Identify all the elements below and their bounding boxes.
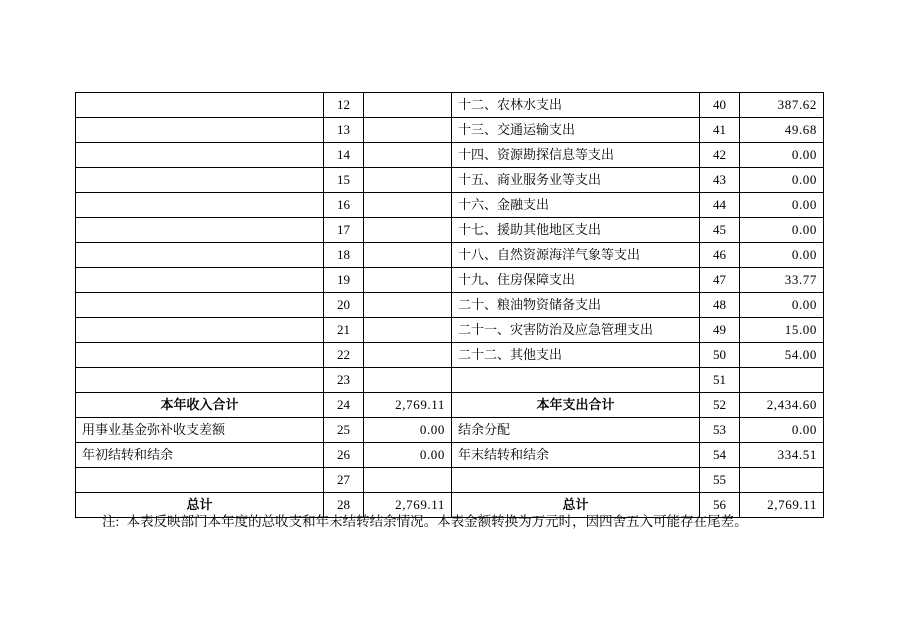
left-no-cell: 17: [324, 218, 364, 243]
left-amount-cell: [364, 193, 452, 218]
table-row: [76, 343, 824, 368]
budget-table-body: [76, 93, 824, 518]
right-amount-cell: [740, 368, 824, 393]
left-item-cell: [76, 93, 324, 118]
left-amount-cell: 0.00: [364, 443, 452, 468]
left-no-cell: 23: [324, 368, 364, 393]
right-amount-cell: 33.77: [740, 268, 824, 293]
left-amount-cell: [364, 368, 452, 393]
table-row: [76, 318, 824, 343]
left-amount-cell: [364, 168, 452, 193]
left-no-cell: 14: [324, 143, 364, 168]
right-amount-cell: 0.00: [740, 243, 824, 268]
right-item-cell: 年末结转和结余: [452, 443, 700, 468]
table-row: [76, 218, 824, 243]
right-no-cell: 45: [700, 218, 740, 243]
right-no-cell: 52: [700, 393, 740, 418]
table-row: [76, 243, 824, 268]
right-item-cell: 总计: [452, 493, 700, 518]
right-amount-cell: 0.00: [740, 193, 824, 218]
left-amount-cell: [364, 143, 452, 168]
right-item-cell: 十七、援助其他地区支出: [452, 218, 700, 243]
right-item-cell: 十四、资源勘探信息等支出: [452, 143, 700, 168]
table-row: [76, 418, 824, 443]
right-item-cell: 本年支出合计: [452, 393, 700, 418]
right-item-cell: 二十二、其他支出: [452, 343, 700, 368]
right-no-cell: 42: [700, 143, 740, 168]
left-no-cell: 26: [324, 443, 364, 468]
right-item-cell: 十三、交通运输支出: [452, 118, 700, 143]
note-text: 本表反映部门本年度的总收支和年末结转结余情况。本表金额转换为万元时，因四舍五入可能存在尾差。: [126, 514, 748, 529]
right-amount-cell: 54.00: [740, 343, 824, 368]
right-item-cell: 十八、自然资源海洋气象等支出: [452, 243, 700, 268]
left-no-cell: 19: [324, 268, 364, 293]
table-row: [76, 193, 824, 218]
left-no-cell: 18: [324, 243, 364, 268]
table-row-total-income: [76, 393, 824, 418]
left-item-cell: [76, 193, 324, 218]
note-label: 注:: [102, 514, 120, 529]
right-amount-cell: 49.68: [740, 118, 824, 143]
right-no-cell: 40: [700, 93, 740, 118]
table-note: [102, 512, 748, 532]
right-no-cell: 54: [700, 443, 740, 468]
left-item-cell: [76, 468, 324, 493]
right-no-cell: 51: [700, 368, 740, 393]
right-no-cell: 46: [700, 243, 740, 268]
left-item-cell: [76, 293, 324, 318]
right-amount-cell: 0.00: [740, 143, 824, 168]
left-item-cell: [76, 343, 324, 368]
right-item-cell: [452, 368, 700, 393]
right-item-cell: 二十、粮油物资储备支出: [452, 293, 700, 318]
left-amount-cell: [364, 343, 452, 368]
right-no-cell: 55: [700, 468, 740, 493]
budget-table-container: [75, 92, 823, 518]
left-item-cell: 用事业基金弥补收支差额: [76, 418, 324, 443]
left-item-cell: [76, 368, 324, 393]
left-amount-cell: 2,769.11: [364, 493, 452, 518]
left-amount-cell: [364, 218, 452, 243]
table-row: [76, 368, 824, 393]
left-item-cell: [76, 318, 324, 343]
right-no-cell: 43: [700, 168, 740, 193]
right-no-cell: 53: [700, 418, 740, 443]
left-no-cell: 28: [324, 493, 364, 518]
right-amount-cell: 2,434.60: [740, 393, 824, 418]
right-item-cell: 十二、农林水支出: [452, 93, 700, 118]
table-row: [76, 468, 824, 493]
right-item-cell: [452, 468, 700, 493]
left-no-cell: 21: [324, 318, 364, 343]
left-item-cell: [76, 243, 324, 268]
right-item-cell: 十五、商业服务业等支出: [452, 168, 700, 193]
right-no-cell: 44: [700, 193, 740, 218]
right-item-cell: 二十一、灾害防治及应急管理支出: [452, 318, 700, 343]
left-item-cell: 年初结转和结余: [76, 443, 324, 468]
left-amount-cell: [364, 318, 452, 343]
table-row: [76, 268, 824, 293]
left-no-cell: 24: [324, 393, 364, 418]
left-amount-cell: [364, 293, 452, 318]
left-item-cell: [76, 168, 324, 193]
table-row: [76, 143, 824, 168]
right-amount-cell: 0.00: [740, 418, 824, 443]
left-item-cell: 本年收入合计: [76, 393, 324, 418]
table-row: [76, 118, 824, 143]
right-amount-cell: 15.00: [740, 318, 824, 343]
left-no-cell: 16: [324, 193, 364, 218]
right-amount-cell: 2,769.11: [740, 493, 824, 518]
left-item-cell: 总计: [76, 493, 324, 518]
left-item-cell: [76, 268, 324, 293]
right-no-cell: 50: [700, 343, 740, 368]
budget-table: [75, 92, 824, 518]
left-no-cell: 25: [324, 418, 364, 443]
table-row: [76, 93, 824, 118]
left-amount-cell: [364, 268, 452, 293]
table-row: [76, 293, 824, 318]
left-no-cell: 22: [324, 343, 364, 368]
right-amount-cell: 0.00: [740, 218, 824, 243]
table-row: [76, 168, 824, 193]
right-item-cell: 十六、金融支出: [452, 193, 700, 218]
right-amount-cell: 334.51: [740, 443, 824, 468]
left-item-cell: [76, 118, 324, 143]
right-amount-cell: 387.62: [740, 93, 824, 118]
right-no-cell: 41: [700, 118, 740, 143]
right-no-cell: 49: [700, 318, 740, 343]
left-amount-cell: [364, 468, 452, 493]
right-item-cell: 十九、住房保障支出: [452, 268, 700, 293]
table-row: [76, 443, 824, 468]
left-amount-cell: [364, 118, 452, 143]
right-amount-cell: 0.00: [740, 293, 824, 318]
left-no-cell: 20: [324, 293, 364, 318]
right-no-cell: 48: [700, 293, 740, 318]
right-amount-cell: 0.00: [740, 168, 824, 193]
left-amount-cell: 0.00: [364, 418, 452, 443]
left-amount-cell: [364, 243, 452, 268]
left-amount-cell: 2,769.11: [364, 393, 452, 418]
right-no-cell: 47: [700, 268, 740, 293]
right-amount-cell: [740, 468, 824, 493]
right-item-cell: 结余分配: [452, 418, 700, 443]
right-no-cell: 56: [700, 493, 740, 518]
left-no-cell: 12: [324, 93, 364, 118]
left-amount-cell: [364, 93, 452, 118]
left-item-cell: [76, 218, 324, 243]
left-no-cell: 27: [324, 468, 364, 493]
left-no-cell: 13: [324, 118, 364, 143]
left-no-cell: 15: [324, 168, 364, 193]
left-item-cell: [76, 143, 324, 168]
